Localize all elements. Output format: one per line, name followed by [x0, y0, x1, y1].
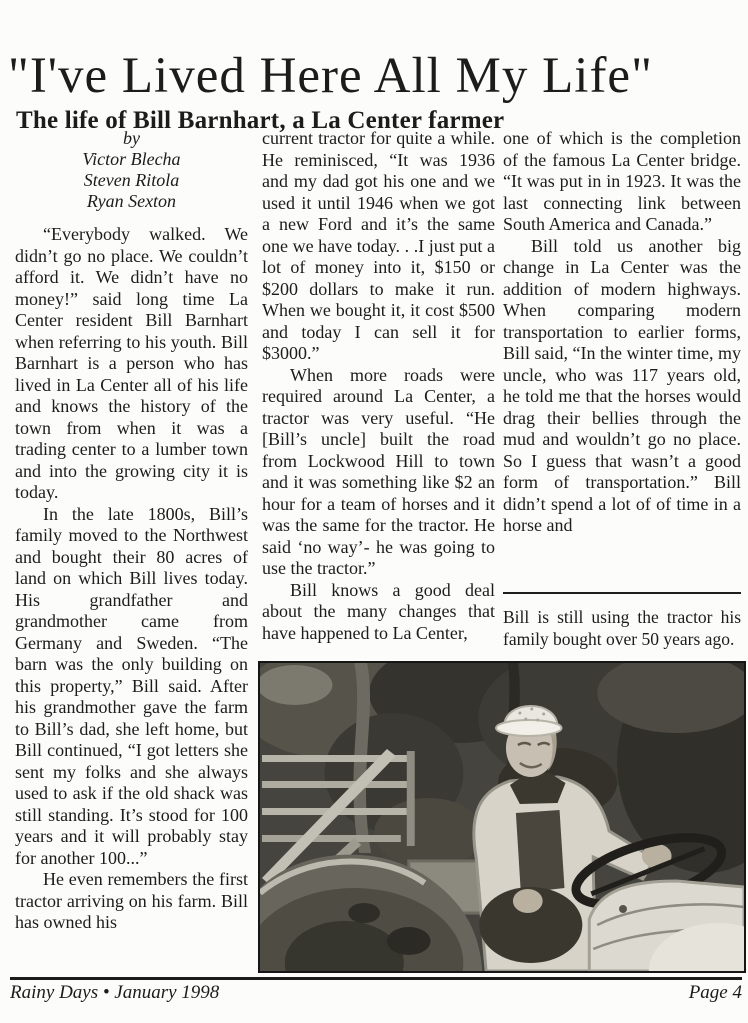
article-column-1 — [15, 128, 248, 934]
photo-caption: Bill is still using the tractor his family bought over 50 years ago. — [503, 607, 741, 649]
footer-divider — [10, 977, 742, 980]
byline-author: Victor Blecha — [82, 149, 181, 169]
footer-publication-date: Rainy Days • January 1998 — [10, 982, 220, 1003]
article-paragraph: “Everybody walked. We didn’t go no place. We couldn’t afford it. We didn’t have no money!” said long time La Center resident Bill Barnhart when referring to his youth. Bill Barnhart is a person who has lived in La Center all of his life and knows the history of the town from when it was a trading center to a lumber town and into the growing city it is today. — [15, 224, 248, 502]
article-column-3 — [503, 128, 741, 537]
byline-prefix: by — [123, 128, 140, 148]
photo-caption-block — [503, 592, 741, 650]
byline-author: Steven Ritola — [83, 170, 180, 190]
article-paragraph: When more roads were required around La Center, a tractor was very useful. “He [Bill’s uncle] built the road from Lockwood Hill to town and it was something like $2 an hour for a team of horses and it was the same for the tractor. He said ‘no way’- he was going to use the tractor.” — [262, 364, 495, 578]
page-subtitle: The life of Bill Barnhart, a La Center farmer — [16, 106, 505, 134]
article-paragraph: Bill knows a good deal about the many changes that have happened to La Center, — [262, 579, 495, 643]
byline-author: Ryan Sexton — [86, 191, 177, 211]
sweater — [516, 810, 565, 893]
caption-divider — [503, 592, 741, 594]
photo-bill-on-tractor — [258, 661, 746, 973]
tractor-hood — [589, 881, 744, 971]
article-paragraph: one of which is the completion of the famous La Center bridge. “It was put in in 1923. It was the last connecting link between South America and Canada.” — [503, 128, 741, 234]
byline — [25, 128, 238, 212]
footer — [10, 982, 742, 1004]
footer-page-number: Page 4 — [688, 982, 742, 1003]
page-title: "I've Lived Here All My Life" — [8, 48, 653, 105]
left-hand — [513, 889, 543, 913]
article-paragraph: current tractor for quite a while. He reminisced, “It was 1936 and my dad got his one and we used it until 1946 when we got a new Ford and it’s the same one we have today. . .I just put a lot of money into it, $150 or $200 dollars to make it run. When we bought it, it cost $500 and today I can sell it for $3000.” — [262, 128, 495, 363]
article-paragraph: Bill told us another big change in La Center was the addition of modern highways. When comparing modern transportation to earlier forms, Bill said, “In the winter time, my uncle, who was 117 years old, he told me that the horses would drag their bellies through the mud and wouldn’t go no place. So I guess that wasn’t a good form of transportation.” Bill didn’t spend a lot of of time in a horse and — [503, 235, 741, 535]
article-paragraph: He even remembers the first tractor arriving on his farm. Bill has owned his — [15, 869, 248, 932]
article-column-2 — [262, 128, 495, 644]
article-paragraph: In the late 1800s, Bill’s family moved to the Northwest and bought their 80 acres of land on which Bill lives today. His grandfather and grandmother came from Germany and Sweden. “The barn was the only building on this property,” Bill said. After his grandmother gave the farm to Bill’s dad, she left home, but Bill continued, “I got letters she sent my folks and she always used to ask if the old shack was still standing. It’s stood for 100 years and it will probably stay for another 100...” — [15, 503, 248, 868]
photo-illustration — [260, 663, 744, 971]
